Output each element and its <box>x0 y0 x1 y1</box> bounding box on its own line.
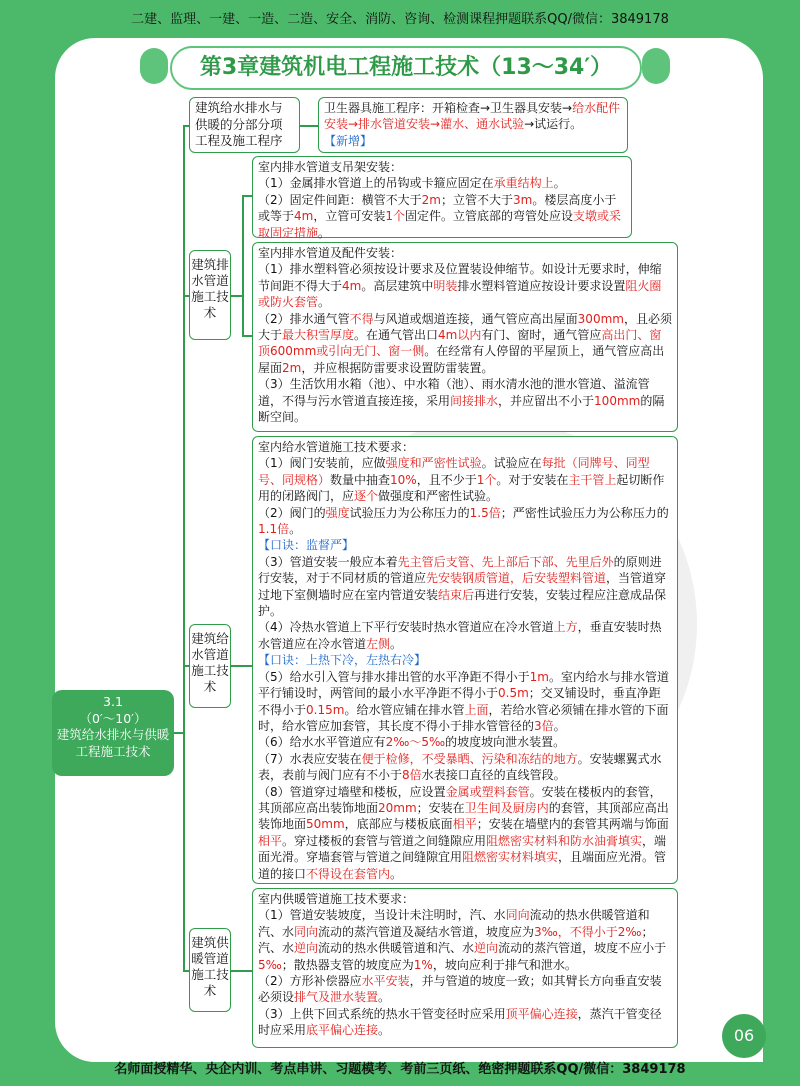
highlight: 3倍 <box>534 718 554 733</box>
highlight: 0.5m <box>498 686 529 701</box>
box-heading: 室内排水管道支吊架安装： <box>258 160 403 174</box>
highlight: 最大积雪厚度 <box>282 328 355 343</box>
text: （2）方形补偿器应 <box>258 974 362 989</box>
text: ； <box>500 505 513 520</box>
text: 有门、窗时，通气管应 <box>481 328 602 343</box>
highlight: 间接排水 <box>450 393 499 408</box>
content-s1 <box>318 97 628 153</box>
box-heading: 室内排水管道及配件安装： <box>258 246 403 260</box>
highlight: 金属或塑料套管 <box>445 784 530 799</box>
highlight: 强度 <box>325 505 350 520</box>
text: 流动的热水供暖管道和汽、水 <box>318 941 475 956</box>
text: ，底部应与楼板底面 <box>344 817 453 832</box>
text: （2）阀门的 <box>258 505 326 520</box>
text: ，端面光滑。穿墙套管与管道之间缝隙宜用 <box>258 833 667 865</box>
text: 起切断作用的闭路阀门，应 <box>258 472 665 504</box>
content-s2-box1 <box>252 156 632 238</box>
root-name: 建筑给水排水与供暖工程施工技术 <box>56 727 170 759</box>
highlight: 3‰，不得小于2‰ <box>534 924 642 939</box>
highlight: 主干管上 <box>568 472 617 487</box>
text: 。 <box>378 1023 391 1038</box>
text: 与风道或烟道连接，通气管应高出屋面 <box>373 311 578 326</box>
text: （1）金属排水管道上的吊钩或卡箍应固定在 <box>258 176 494 191</box>
text: 严密性试验压力为公称压力的 <box>512 505 669 520</box>
text: →试运行。 <box>524 117 583 132</box>
highlight: 卫生间及厨房内 <box>464 800 549 815</box>
title-left-cap <box>140 48 168 84</box>
highlight: 0.15m <box>306 702 345 717</box>
item <box>258 734 672 750</box>
content-s2-box2 <box>252 242 678 432</box>
root-number: 3.1 <box>103 694 123 709</box>
highlight: 支墩或采取固定措施 <box>258 209 622 240</box>
highlight: 逆向 <box>294 941 319 956</box>
text: ，垂直安装时热水管道应在冷水管道 <box>258 620 662 651</box>
footer-promo: 名师面授精华、央企内训、考点串讲、习题模考、考前三页纸、绝密押题联系QQ/微信：3849178 <box>114 1062 686 1077</box>
highlight: 相平 <box>452 817 477 832</box>
category-s1: 建筑给水排水与供暖的分部分项工程及施工程序 <box>189 97 300 153</box>
text: 。 <box>553 718 566 733</box>
highlight: 100mm <box>594 393 641 408</box>
highlight: 排气及泄水装置 <box>294 990 379 1005</box>
text: 。楼层高度小于或等于 <box>258 192 617 224</box>
text: 。安装在楼板内的套管，其顶部应高出装饰地面 <box>258 784 662 815</box>
item <box>258 505 672 538</box>
text: 。室内给水与排水管道平行铺设时，两管间的最小水平净距不得小于 <box>258 669 669 701</box>
chapter-title <box>140 46 670 88</box>
root-score: （0′～10′） <box>79 710 147 726</box>
text: 。 <box>289 522 302 537</box>
box-heading: 室内供暖管道施工技术要求： <box>258 892 415 906</box>
highlight: 同向 <box>505 908 530 923</box>
text: （3）生活饮用水箱（池）、中水箱（池）、雨水清水池的泄水管道、溢流管道，不得与污水管道直接连接，采用 <box>258 377 650 408</box>
text: 的坡度坡向泄水装置。 <box>445 735 566 750</box>
text: （1）排水塑料管必须按设计要求及位置装设伸缩节。如设计无要求时，伸缩节间距不得大于 <box>258 262 662 293</box>
connector-s3-content <box>230 665 252 667</box>
connector-s1-content <box>300 125 318 127</box>
highlight: 10% <box>390 472 417 487</box>
text: ，且必须大于 <box>258 311 672 343</box>
text: （6）给水水平管道应有 <box>258 735 386 750</box>
text: （8）管道穿过墙壁和楼板，应设置 <box>258 784 446 799</box>
highlight: 3m <box>512 192 533 207</box>
highlight: 2‰～5‰ <box>385 735 446 750</box>
highlight: 便于检修，不受暴晒、污染和冻结的地方 <box>361 751 578 766</box>
mnemonic-tag: 【口诀：上热下冷，左热右冷】 <box>258 653 427 668</box>
highlight: 2m <box>421 192 441 207</box>
new-tag: 【新增】 <box>324 133 373 148</box>
highlight: 1.1倍 <box>258 522 290 537</box>
text: ；安装在墙壁内的套管其两端与饰面 <box>476 817 669 832</box>
item <box>258 192 626 241</box>
highlight: 高出门、窗顶600mm或引向无门、窗一侧 <box>258 328 662 359</box>
text: 试验压力为公称压力的 <box>349 505 470 520</box>
text: ；散热器支管的坡度应为 <box>281 957 414 972</box>
text: （4）冷热水管道上下平行安装时热水管道应在冷水管道 <box>258 620 554 635</box>
title-right-cap <box>642 48 670 84</box>
text: ，坡向应利于排气和泄水。 <box>432 957 577 972</box>
highlight: 阻火圈或防火套管 <box>258 278 662 310</box>
text: （3）管道安装一般应本着 <box>258 554 398 569</box>
highlight: 阻燃密实材料和防水油膏填实 <box>486 833 643 848</box>
category-s4: 建筑供暖管道施工技术 <box>189 928 231 1012</box>
text: 。 <box>553 176 566 191</box>
highlight: 阻燃密实材料填实 <box>462 850 559 865</box>
connector-s2-content <box>230 295 242 297</box>
text: 固定件。立管底部的弯管处应设 <box>405 209 574 224</box>
text: 。给水管应铺在排水管 <box>344 702 465 717</box>
connector-trunk <box>183 125 185 970</box>
highlight: 1.5倍 <box>469 505 501 520</box>
text: 的隔断空间。 <box>258 393 665 425</box>
highlight: 1m <box>529 669 549 684</box>
highlight: 底平偏心连接 <box>306 1023 379 1038</box>
highlight: 1个 <box>476 472 497 487</box>
content-s4 <box>252 888 678 1048</box>
highlight: 上方 <box>553 620 578 635</box>
text: 流动的热水供暖管道和汽、水 <box>258 908 650 939</box>
text: 。高层建筑中 <box>361 278 434 293</box>
highlight: 顶平偏心连接 <box>505 1006 578 1021</box>
highlight: 4m <box>342 278 362 293</box>
highlight: 同向 <box>294 924 319 939</box>
text: ，当管道穿过地下室侧墙时应在室内管道安装 <box>258 571 667 602</box>
text: 。 <box>390 866 403 881</box>
text: ，且端面应光滑。管道的接口 <box>258 850 667 881</box>
chapter-title-text: 第3章建筑机电工程施工技术（13～34′） <box>170 46 642 90</box>
highlight: 结束后 <box>438 587 475 602</box>
connector-s2-branch <box>242 195 244 335</box>
highlight: 先主管后支管、先上部后下部、先里后外 <box>397 554 614 569</box>
text: （7）水表应安装在 <box>258 751 362 766</box>
highlight: 先安装钢质管道，后安装塑料管道 <box>426 571 607 586</box>
item <box>258 619 672 652</box>
text: ；交叉铺设时，垂直净距不得小于 <box>258 686 661 717</box>
highlight: 不得设在套管内 <box>306 866 391 881</box>
text: ，若给水管必须铺在排水管的下面时，给水管应加套管，其长度不得小于排水管管径的 <box>258 702 669 733</box>
text: ，并应根据防雷要求设置防雷装置。 <box>301 360 494 375</box>
text: （1）阀门安装前，应做 <box>258 456 386 471</box>
connector-s4-content <box>230 970 252 972</box>
root-node <box>52 690 174 776</box>
text: 。在通气管出口 <box>354 328 439 343</box>
text: 卫生器具施工程序：开箱检查→卫生器具安装→ <box>324 101 573 115</box>
item <box>258 175 626 191</box>
item <box>258 554 672 620</box>
text: （2）排水通气管 <box>258 311 350 326</box>
highlight: 水平安装 <box>361 974 410 989</box>
mnemonic-tag: 【口诀：监督严】 <box>258 538 355 553</box>
text: 排水塑料管道应按设计要求设置 <box>457 278 626 293</box>
highlight: 给水配件安装→排水管道安装→灌水、通水试验 <box>324 101 621 132</box>
item <box>258 261 672 310</box>
text: 。试验应在 <box>481 456 542 471</box>
text: 的套管，其顶部应高出装饰地面 <box>258 800 669 832</box>
text: ，立管可安装 <box>313 209 386 224</box>
category-s2: 建筑排水管道施工技术 <box>189 250 231 340</box>
text: 。 <box>390 636 403 651</box>
text: ，蒸汽干管变径时应采用 <box>258 1006 662 1038</box>
text: 。 <box>318 295 331 310</box>
item <box>258 311 672 377</box>
highlight: 1个 <box>385 209 405 224</box>
text: 数量中抽查 <box>330 472 391 487</box>
text: （3）上供下回式系统的热水干管变径时应采用 <box>258 1006 506 1021</box>
highlight: 300mm <box>577 311 624 326</box>
text: ；立管不大于 <box>440 192 513 207</box>
highlight: 50mm <box>306 817 345 832</box>
highlight: 明装 <box>433 278 458 293</box>
highlight: 8倍 <box>402 768 422 783</box>
text: 水表接口直径的直线管段。 <box>421 768 566 783</box>
page-number: 06 <box>722 1014 766 1058</box>
highlight: 5‰ <box>258 957 282 972</box>
highlight: 不得 <box>349 311 374 326</box>
category-s3: 建筑给水管道施工技术 <box>189 624 231 708</box>
text: 。在经常有人停留的平屋顶上，通气管应高出屋面 <box>258 344 665 375</box>
text: （5）给水引入管与排水排出管的水平净距不得小于 <box>258 669 530 684</box>
item <box>258 455 672 504</box>
highlight: 4m <box>294 209 314 224</box>
highlight: 上面 <box>464 702 489 717</box>
box-heading: 室内给水管道施工技术要求： <box>258 440 415 454</box>
text: 做强度和严密性试验。 <box>378 489 499 504</box>
text: ；汽、水 <box>258 924 654 956</box>
text: 流动的蒸汽管道及凝结水管道，坡度应为 <box>318 924 535 939</box>
highlight: 承重结构上 <box>493 176 554 191</box>
content-s3 <box>252 436 678 884</box>
text: 的原则进行安装，对于不同材质的管道应 <box>258 554 662 586</box>
text: （1）管道安装坡度，当设计未注明时，汽、水 <box>258 908 506 923</box>
highlight: 2m <box>282 360 302 375</box>
item <box>258 669 672 735</box>
text: 。 <box>378 990 391 1005</box>
item <box>258 1006 672 1039</box>
connector-s2-box1 <box>242 195 252 197</box>
text: ，并与管道的坡度一致；如其臂长方向垂直安装必须设 <box>258 974 662 1005</box>
highlight: 逐个 <box>354 489 379 504</box>
item <box>258 907 672 973</box>
text: ，并应留出不小于 <box>498 393 595 408</box>
connector-s2-box2 <box>242 335 252 337</box>
highlight: 逆向 <box>474 941 499 956</box>
item <box>258 376 672 425</box>
item <box>258 973 672 1006</box>
item <box>258 751 672 784</box>
highlight: 20mm <box>378 800 417 815</box>
highlight: 强度和严密性试验 <box>385 456 482 471</box>
text: 。穿过楼板的套管与管道之间缝隙应用 <box>282 833 487 848</box>
text: 再进行安装，安装过程应注意成品保护。 <box>258 587 667 619</box>
highlight: 相平 <box>258 833 283 848</box>
text: ；安装在 <box>416 800 465 815</box>
text: 。 <box>318 225 331 240</box>
text: 。安装螺翼式水表，表前与阀门应有不小于 <box>258 751 662 783</box>
highlight: 4m以内 <box>438 328 482 343</box>
text: ，且不少于 <box>416 472 477 487</box>
highlight: 每批（同牌号、同型号、同规格） <box>258 456 650 487</box>
header-promo: 二建、监理、一建、一造、二造、安全、消防、咨询、检测课程押题联系QQ/微信：3849178 <box>131 12 669 27</box>
highlight: 1% <box>413 957 433 972</box>
highlight: 左侧 <box>366 636 391 651</box>
text: 。对于安装在 <box>496 472 569 487</box>
text: （2）固定件间距：横管不大于 <box>258 192 422 207</box>
item <box>258 784 672 882</box>
text: 流动的蒸汽管道，坡度不应小于 <box>498 941 667 956</box>
